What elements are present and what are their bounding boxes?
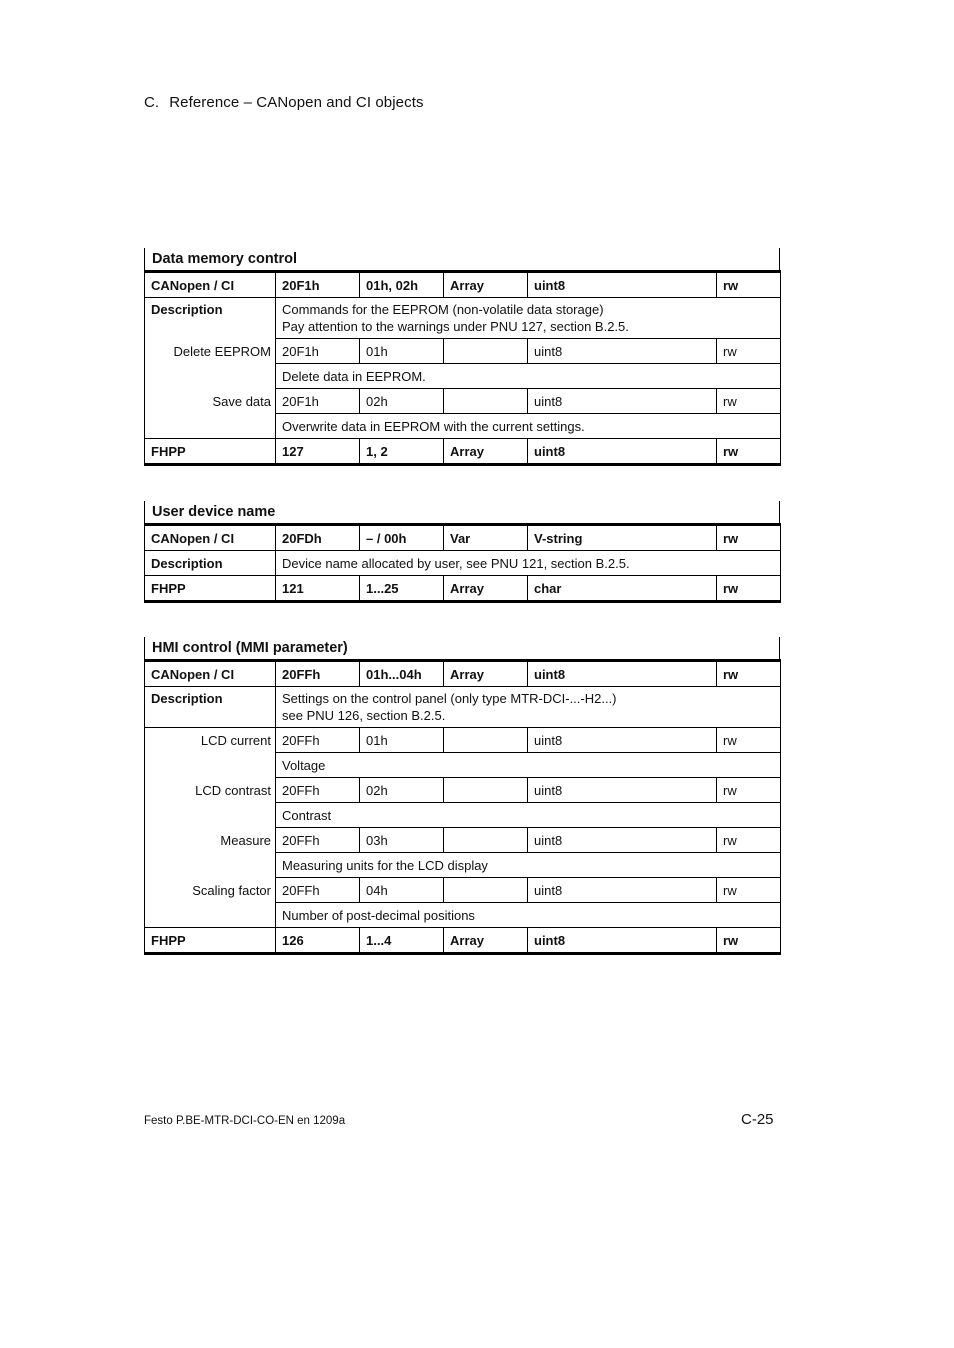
fhpp-subindex: 1...4 xyxy=(360,928,444,954)
table-data-memory-control xyxy=(144,248,780,466)
table-user-device-name xyxy=(144,501,780,603)
canopen-datatype: uint8 xyxy=(528,661,717,687)
subindex-type xyxy=(444,828,528,853)
canopen-access: rw xyxy=(717,525,781,551)
subindex-index: 20F1h xyxy=(276,389,360,414)
canopen-type: Array xyxy=(444,661,528,687)
canopen-access: rw xyxy=(717,272,781,298)
subindex-desc-row xyxy=(145,853,781,878)
fhpp-row xyxy=(145,576,781,602)
subindex-description: Contrast xyxy=(276,803,781,828)
subindex-type xyxy=(444,728,528,753)
subindex-desc-row xyxy=(145,364,781,389)
fhpp-pnu: 127 xyxy=(276,439,360,465)
description-row xyxy=(145,298,781,339)
description-label: Description xyxy=(145,298,276,339)
empty-cell xyxy=(145,803,276,828)
subindex-datatype: uint8 xyxy=(528,728,717,753)
subindex-type xyxy=(444,778,528,803)
subindex-desc-row xyxy=(145,903,781,928)
fhpp-datatype: char xyxy=(528,576,717,602)
canopen-row xyxy=(145,525,781,551)
description-row xyxy=(145,687,781,728)
canopen-datatype: uint8 xyxy=(528,272,717,298)
section-title: User device name xyxy=(144,501,780,523)
chapter-title: Reference – CANopen and CI objects xyxy=(169,94,424,111)
subindex-description: Measuring units for the LCD display xyxy=(276,853,781,878)
subindex-datatype: uint8 xyxy=(528,828,717,853)
empty-cell xyxy=(145,853,276,878)
subindex-subindex: 02h xyxy=(360,778,444,803)
subindex-access: rw xyxy=(717,728,781,753)
subindex-desc-row xyxy=(145,753,781,778)
subindex-type xyxy=(444,878,528,903)
footer-document-id: Festo P.BE-MTR-DCI-CO-EN en 1209a xyxy=(144,1115,346,1127)
subindex-subindex: 02h xyxy=(360,389,444,414)
canopen-subindex: 01h...04h xyxy=(360,661,444,687)
section-title: Data memory control xyxy=(144,248,780,270)
subindex-row xyxy=(145,828,781,853)
canopen-subindex: 01h, 02h xyxy=(360,272,444,298)
canopen-label: CANopen / CI xyxy=(145,272,276,298)
description-line: Commands for the EEPROM (non-volatile data storage) xyxy=(282,302,604,317)
subindex-description: Overwrite data in EEPROM with the current settings. xyxy=(276,414,781,439)
canopen-label: CANopen / CI xyxy=(145,661,276,687)
fhpp-datatype: uint8 xyxy=(528,928,717,954)
subindex-datatype: uint8 xyxy=(528,389,717,414)
canopen-index: 20FDh xyxy=(276,525,360,551)
fhpp-type: Array xyxy=(444,576,528,602)
fhpp-access: rw xyxy=(717,576,781,602)
subindex-index: 20FFh xyxy=(276,878,360,903)
fhpp-type: Array xyxy=(444,928,528,954)
subindex-datatype: uint8 xyxy=(528,778,717,803)
parameter-table xyxy=(144,523,781,603)
subindex-name: LCD current xyxy=(145,728,276,753)
description-label: Description xyxy=(145,551,276,576)
canopen-index: 20F1h xyxy=(276,272,360,298)
canopen-type: Var xyxy=(444,525,528,551)
description-line: Pay attention to the warnings under PNU 127, section B.2.5. xyxy=(282,319,629,334)
canopen-row xyxy=(145,272,781,298)
canopen-label: CANopen / CI xyxy=(145,525,276,551)
subindex-row xyxy=(145,389,781,414)
fhpp-pnu: 121 xyxy=(276,576,360,602)
parameter-table xyxy=(144,659,781,955)
subindex-access: rw xyxy=(717,339,781,364)
fhpp-row xyxy=(145,439,781,465)
subindex-index: 20FFh xyxy=(276,778,360,803)
subindex-subindex: 01h xyxy=(360,339,444,364)
fhpp-label: FHPP xyxy=(145,439,276,465)
description-text xyxy=(276,298,781,339)
subindex-subindex: 01h xyxy=(360,728,444,753)
subindex-type xyxy=(444,339,528,364)
subindex-row xyxy=(145,728,781,753)
parameter-table xyxy=(144,270,781,466)
fhpp-pnu: 126 xyxy=(276,928,360,954)
subindex-row xyxy=(145,778,781,803)
subindex-type xyxy=(444,389,528,414)
subindex-row xyxy=(145,878,781,903)
canopen-type: Array xyxy=(444,272,528,298)
fhpp-subindex: 1, 2 xyxy=(360,439,444,465)
canopen-access: rw xyxy=(717,661,781,687)
fhpp-type: Array xyxy=(444,439,528,465)
description-line: see PNU 126, section B.2.5. xyxy=(282,708,446,723)
footer-page-number: C-25 xyxy=(741,1111,774,1128)
subindex-index: 20FFh xyxy=(276,728,360,753)
subindex-access: rw xyxy=(717,828,781,853)
description-row xyxy=(145,551,781,576)
fhpp-label: FHPP xyxy=(145,928,276,954)
subindex-subindex: 04h xyxy=(360,878,444,903)
fhpp-row xyxy=(145,928,781,954)
section-title: HMI control (MMI parameter) xyxy=(144,637,780,659)
empty-cell xyxy=(145,414,276,439)
description-label: Description xyxy=(145,687,276,728)
fhpp-access: rw xyxy=(717,928,781,954)
subindex-name: Scaling factor xyxy=(145,878,276,903)
empty-cell xyxy=(145,364,276,389)
subindex-name: Save data xyxy=(145,389,276,414)
subindex-datatype: uint8 xyxy=(528,339,717,364)
subindex-name: Delete EEPROM xyxy=(145,339,276,364)
subindex-desc-row xyxy=(145,803,781,828)
subindex-description: Delete data in EEPROM. xyxy=(276,364,781,389)
subindex-row xyxy=(145,339,781,364)
canopen-datatype: V-string xyxy=(528,525,717,551)
subindex-description: Number of post-decimal positions xyxy=(276,903,781,928)
chapter-number: C. xyxy=(144,94,160,111)
empty-cell xyxy=(145,753,276,778)
subindex-subindex: 03h xyxy=(360,828,444,853)
description-text xyxy=(276,687,781,728)
description-text: Device name allocated by user, see PNU 121, section B.2.5. xyxy=(276,551,781,576)
subindex-access: rw xyxy=(717,878,781,903)
canopen-subindex: – / 00h xyxy=(360,525,444,551)
fhpp-label: FHPP xyxy=(145,576,276,602)
canopen-row xyxy=(145,661,781,687)
description-line: Settings on the control panel (only type MTR-DCI-...-H2...) xyxy=(282,691,617,706)
subindex-name: LCD contrast xyxy=(145,778,276,803)
subindex-access: rw xyxy=(717,778,781,803)
fhpp-subindex: 1...25 xyxy=(360,576,444,602)
subindex-index: 20F1h xyxy=(276,339,360,364)
canopen-index: 20FFh xyxy=(276,661,360,687)
fhpp-datatype: uint8 xyxy=(528,439,717,465)
table-hmi-control xyxy=(144,637,780,955)
subindex-desc-row xyxy=(145,414,781,439)
fhpp-access: rw xyxy=(717,439,781,465)
page-header xyxy=(144,94,424,111)
subindex-datatype: uint8 xyxy=(528,878,717,903)
subindex-access: rw xyxy=(717,389,781,414)
empty-cell xyxy=(145,903,276,928)
subindex-index: 20FFh xyxy=(276,828,360,853)
subindex-name: Measure xyxy=(145,828,276,853)
subindex-description: Voltage xyxy=(276,753,781,778)
